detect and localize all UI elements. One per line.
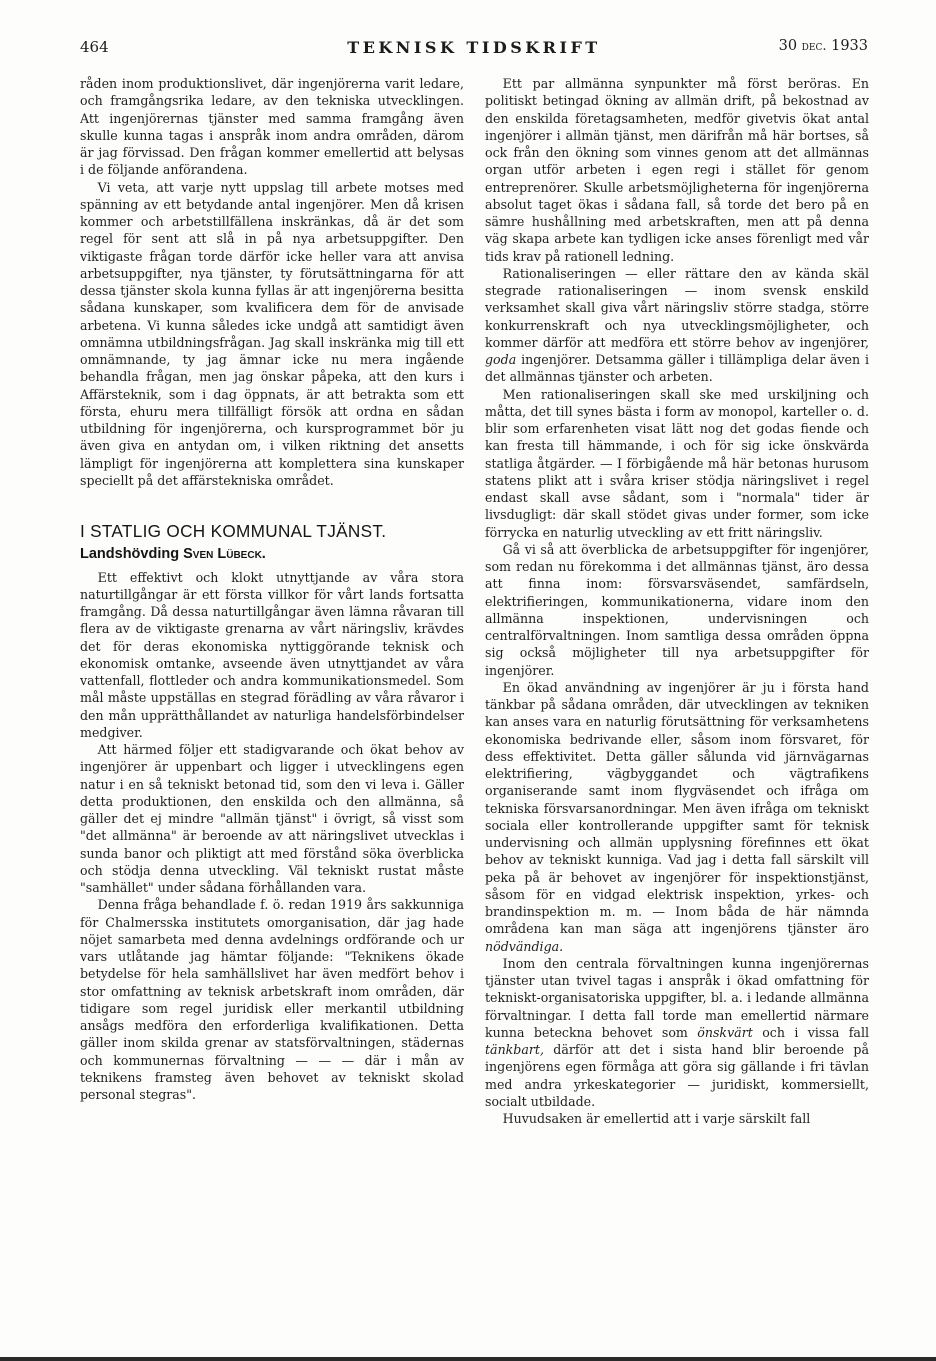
paragraph: Ett effektivt och klokt utnyttjande av våra stora naturtillgångar är ett första villkor för vårt lands fortsatta framgång. Då dessa naturtillgångar även lämna råvaran till flera av de viktigaste grenarna av vårt näringsliv, krävdes det för deras ekonomiska nyttiggörande teknisk och ekonomisk omtanke, avseende även utnyttjandet av våra vattenfall, flottleder och andra kommunikationsmedel. Som mål måste uppställas en stegrad förädling av våra råvaror i den mån upprätthållandet av naturliga handelsförbindelser medgiver.: [80, 569, 464, 740]
section-heading: I STATLIG OCH KOMMUNAL TJÄNST.: [80, 521, 387, 541]
text-run: Rationaliseringen — eller rättare den av kända skäl stegrade rationaliseringen — inom svensk enskild verksamhet skall giva vårt näringsliv större stadga, större konkurrenskraft och nya utvecklingsmöjligheter, och kommer därför att medföra ett större behov av ingenjörer,: [485, 265, 869, 350]
paragraph: [485, 955, 869, 1110]
emphasis: tänkbart,: [485, 1042, 544, 1057]
issue-date-day: 30: [778, 38, 798, 54]
author-line: [80, 546, 464, 563]
page-number: 464: [80, 38, 109, 56]
paragraph: Huvudsaken är emellertid att i varje särskilt fall: [502, 1111, 811, 1126]
emphasis: önskvärt: [697, 1024, 753, 1040]
text-run: därför att det i sista hand blir beroende på ingenjörens egen förmåga att göra sig gällande i fri tävlan med andra yrkeskategorier — juridiskt, kommersiellt, socialt utbildade.: [485, 1042, 869, 1109]
issue-date: [779, 38, 868, 54]
paragraph: Att härmed följer ett stadigvarande och ökat behov av ingenjörer är uppenbart och ligger i utvecklingens egen natur i en så tekniskt betonad tid, som den vi leva i. Gäller detta produktionen, den enskilda och den allmänna, så gäller det ej mindre "allmän tjänst" i övrigt, så visst som "det allmänna" är beroende av att näringslivet utvecklas i sunda banor och pliktigt att med förstånd söka överblicka och stödja denna utveckling. Väl tekniskt rustat måste "samhället" under sådana förhållanden vara.: [80, 742, 464, 895]
text-run: ingenjörer. Detsamma gäller i tillämpliga delar även i det allmännas tjänster och arbeten.: [485, 352, 869, 385]
journal-title: TEKNISK TIDSKRIFT: [347, 38, 601, 57]
text-run: Inom den centrala förvaltningen kunna ingenjörernas tjänster utan tvivel tagas i anspråk i ökad omfattning för tekniskt-organisatoriska uppgifter, bl. a. i ledande allmänna förvaltningar. I detta fall torde man emellertid närmare kunna beteckna behovet som: [485, 955, 869, 1040]
right-column: [485, 75, 869, 1127]
paragraph: [485, 679, 869, 955]
left-column: [80, 75, 464, 1103]
emphasis: goda: [485, 352, 517, 367]
text-run: och i vissa fall: [762, 1024, 870, 1040]
paragraph: Denna fråga behandlade f. ö. redan 1919 års sakkunniga för Chalmersska institutets omorganisation, där jag hade nöjet samarbeta med denna avdelnings ordförande och ur vars utlåtande jag hämtar följande: "Teknikens ökade betydelse för hela samhällslivet har även medfört behov i stor omfattning av teknisk arbetskraft inom områden, där tidigare som regel juridisk eller merkantil utbildning ansågs medföra den erforderliga kvalifikationen. Detta gäller inom skilda grenar av statsförvaltningen, städernas och kommunernas förvaltning — — — där i mån av teknikens framsteg även behovet av tekniskt skolad personal stegras".: [80, 897, 464, 1102]
text-run: En ökad användning av ingenjörer är ju i första hand tänkbar på sådana områden, där utvecklingen av tekniken kan anses vara en naturlig förutsättning för verksamhetens ekonomiska bedrivande eller, såsom inom försvaret, för dess effektivitet. Detta gäller sålunda vid järnvägarnas elektrifiering, vägbyggandet och vägtrafikens organiserande samt inom flygväsendet och ifråga om tekniska försvarsanordningar. Men även ifråga om tekniskt sociala eller kontrollerande uppgifter samt för teknisk undervisning och allmän upplysning förefinnes ett ökat behov av tekniskt kunniga. Vad jag i detta fall särskilt vill peka på är behovet av ingenjörer för inspektionstjänst, såsom för en vidgad elektrisk inspektion, yrkes- och brandinspektion m. m. — Inom båda de här nämnda områdena kan man säga att ingenjörens tjänster äro: [485, 679, 869, 937]
emphasis: nödvändiga.: [485, 938, 564, 954]
paragraph: Vi veta, att varje nytt uppslag till arbete motses med spänning av ett betydande antal ingenjörer. Men då krisen kommer och arbetstillfällena inskränkas, då är det som regel för sent att slå in på nya arbetsuppgifter. Den viktigaste frågan torde därför icke heller vara att anvisa arbetsuppgifter, nya tjänster, ty förutsättningarna för att dessa tjänster skola kunna fyllas är att ingenjörerna besitta sådana kunskaper, som kvalificera dem för de anvisade arbetena. Vi kunna således icke undgå att samtidigt även omnämna utbildningsfrågan. Jag skall inskränka mig till ett omnämnande, ty jag ämnar icke nu mera ingående behandla frågan, men jag önskar påpeka, att den kurs i Affärsteknik, som i dag öppnats, är att betrakta som ett första, ehuru mera tillfälligt försök att ordna en sådan utbildning för ingenjörerna, och kursprogrammet bör ju även giva en antydan om, i vilken riktning det ansetts lämpligt för ingenjörerna att komplettera sina kunskaper speciellt på det affärstekniska området.: [80, 179, 464, 488]
issue-date-month: dec.: [801, 39, 827, 54]
issue-date-year: 1933: [831, 38, 868, 54]
paragraph: råden inom produktionslivet, där ingenjörerna varit ledare, och framgångsrika ledare, av den tekniska utvecklingen. Att ingenjörernas tjänster med samma framgång även skulle kunna tagas i anspråk inom andra områden, därom är jag förvissad. Den frågan kommer emellertid att belysas i de följande anförandena.: [80, 76, 464, 178]
paragraph: Ett par allmänna synpunkter må först beröras. En politiskt betingad ökning av allmän drift, på bekostnad av den enskilda företagsamheten, medför givetvis ökat antal ingenjörer i allmän tjänst, men därifrån må här bortses, så ock från den ökning som vinnes genom att det allmännas organ utför arbeten i egen regi i stället för genom entreprenörer. Skulle arbetsmöjligheterna för ingenjörerna absolut taget ökas i sådana fall, så torde det bero på en sämre hushållning med arbetskraften, men att på denna väg skapa arbete kan tydligen icke anses förenligt med vår tids krav på rationell ledning.: [485, 76, 869, 264]
paragraph: [485, 265, 869, 386]
page-header: [80, 38, 868, 62]
author-title: Landshövding: [80, 546, 180, 563]
bottom-edge-rule: [0, 1357, 936, 1361]
paragraph: Gå vi så att överblicka de arbetsuppgifter för ingenjörer, som redan nu förekomma i det allmännas tjänst, äro dessa att finna inom: försvarsväsendet, samfärdseln, elektrifieringen, kommunikationerna, vidare inom den allmänna inspektionen, undervisningen och centralförvaltningen. Inom samtliga dessa områden öppna sig också möjligheter till nya arbetsuppgifter för ingenjörer.: [485, 541, 869, 678]
author-name: Sven Lübeck.: [183, 546, 266, 563]
paragraph: Men rationaliseringen skall ske med urskiljning och måtta, det till synes bästa i form av monopol, karteller o. d. blir som erfarenheten visat lätt nog det godas fiende och kan fresta till hämmande, i och för sig icke önskvärda statliga åtgärder. — I förbigående må här betonas hurusom statens plikt att i svåra kriser stödja näringslivet i regel endast skall avse sådant, som i "normala" tider är livsdugligt: där skall stödet givas under former, som icke förrycka en naturlig utveckling av ett fritt näringsliv.: [485, 386, 869, 540]
